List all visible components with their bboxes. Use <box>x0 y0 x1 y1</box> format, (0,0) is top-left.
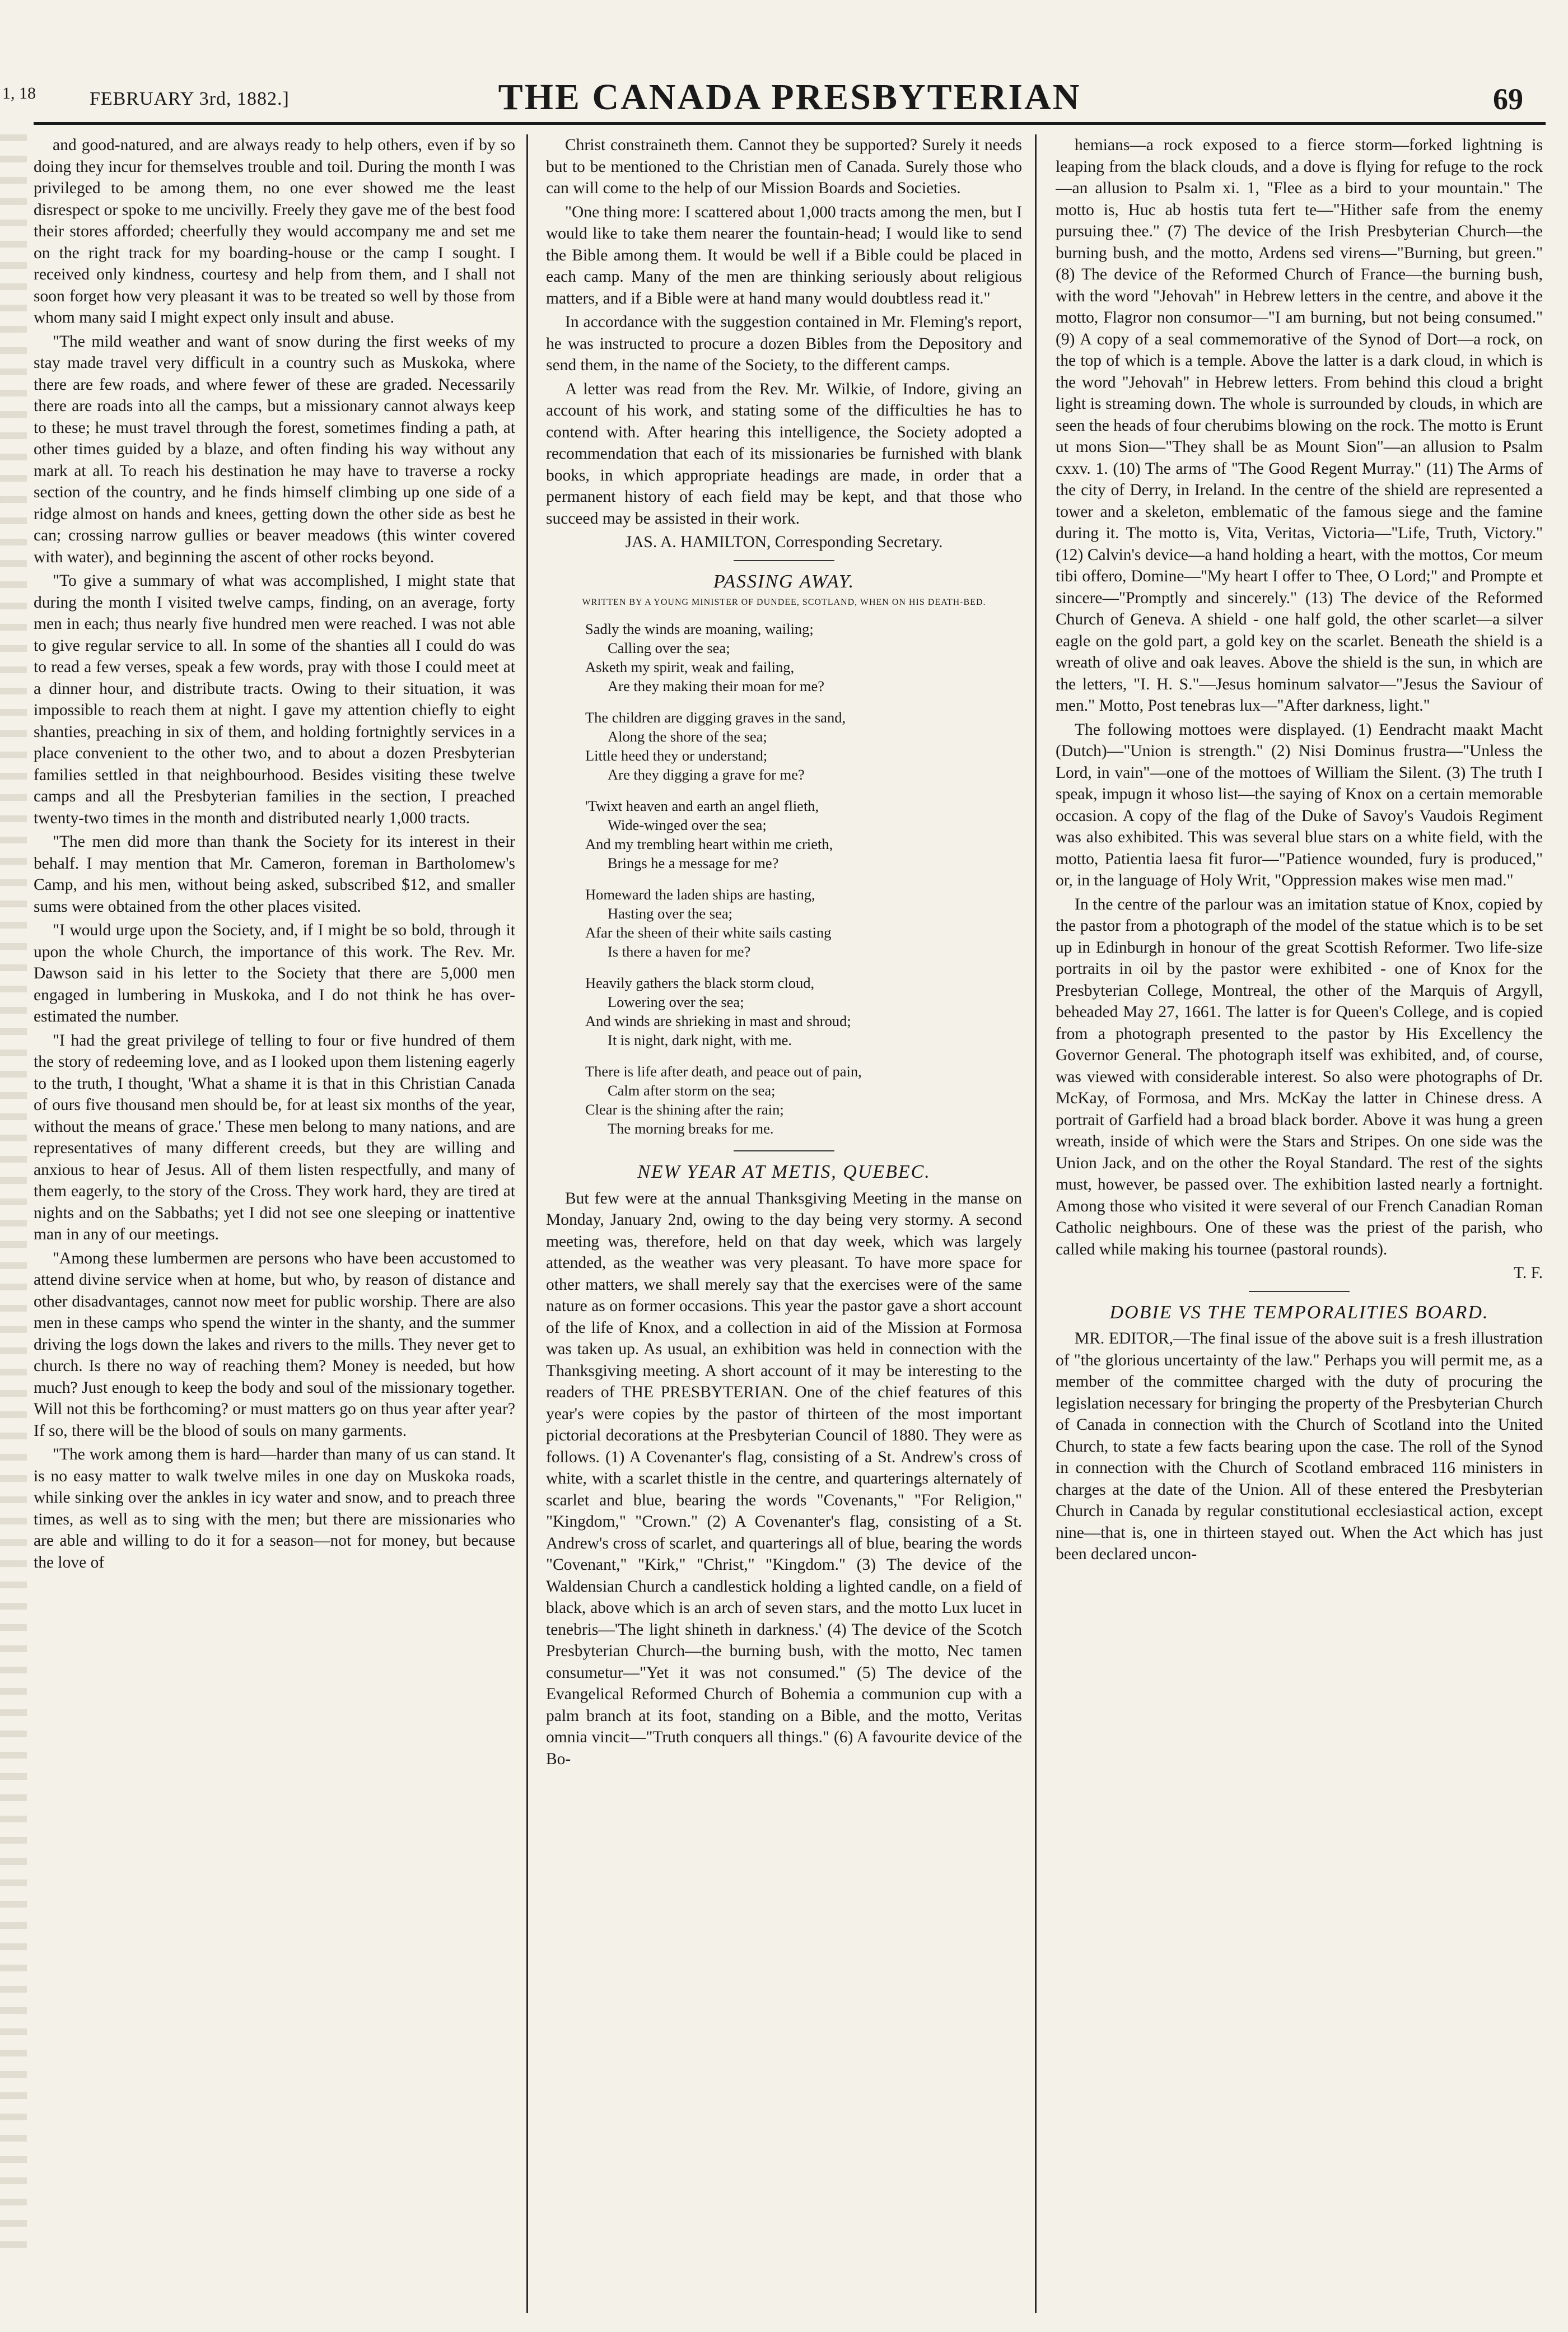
poem-stanza <box>585 885 1022 961</box>
poem-stanza <box>585 708 1022 784</box>
poem-line: Wide-winged over the sea; <box>608 817 767 833</box>
poem-line: And my trembling heart within me crieth, <box>585 836 833 852</box>
poem-line: Lowering over the sea; <box>608 994 744 1010</box>
column-rule <box>1035 134 1037 2313</box>
paragraph: "The mild weather and want of snow during the first weeks of my stay made travel very difficult in a country such as Muskoka, where there are few roads, and where fewer of these are graded. Necessarily there are roads into all the camps, but a missionary cannot always keep to these; he must travel through the forest, sometimes finding a path, at other times guided by a blaze, and often finding his way without any mark at all. To reach his destination he may have to traverse a rocky section of the country, and he finds himself climbing up one side of a ridge almost on hands and knees, getting down the other side as best he can; crossing narrow gullies or beaver meadows (this winter covered with water), and beginning the ascent of other rocks beyond. <box>34 332 515 566</box>
poem-line: Calling over the sea; <box>608 640 730 656</box>
poem-byline: WRITTEN BY A YOUNG MINISTER OF DUNDEE, SCOTLAND, WHEN ON HIS DEATH-BED. <box>582 598 986 607</box>
poem-line: Clear is the shining after the rain; <box>585 1101 784 1118</box>
column-2 <box>546 134 1022 2319</box>
column-rule <box>526 134 528 2313</box>
poem-stanza <box>585 1062 1022 1138</box>
poem-line: Hasting over the sea; <box>608 905 732 922</box>
newspaper-title: THE CANADA PRESBYTERIAN <box>498 77 1081 118</box>
poem-title: PASSING AWAY. <box>713 571 855 592</box>
paragraph: Christ constraineth them. Cannot they be supported? Surely it needs but to be mentioned to the Christian men of Canada. Surely those who can will come to the help of our Mission Boards and Societies. <box>546 136 1022 197</box>
paragraph: "I would urge upon the Society, and, if I might be so bold, through it upon the whole Church, the importance of this work. The Rev. Mr. Dawson said in his letter to the Society that there are 5,000 men engaged in lumbering in Muskoka, and I do not think he has over-estimated the number. <box>34 921 515 1025</box>
poem-line: It is night, dark night, with me. <box>608 1032 792 1048</box>
paragraph: and good-natured, and are always ready to help others, even if by so doing they incur for themselves trouble and toil. During the month I was privileged to be among them, no one ever showed me the least disrespect or spoke to me uncivilly. Freely they gave me of the best food their stores afforded; cheerfully they would accompany me and set me on the right track for my boarding-house or the camp I sought. I received only kindness, courtesy and help from them, and I shall not soon forget how very pleasant it was to be treated so well by those from whom many said I might expect only insult and abuse. <box>34 136 515 327</box>
paragraph: hemians—a rock exposed to a fierce storm—forked lightning is leaping from the black clouds, and a dove is flying for refuge to the rock—an allusion to Psalm xi. 1, "Flee as a bird to your mountain." The motto is, Huc ab hostis tuta fert te—"Hither safe from the enemy pursuing thee." (7) The device of the Irish Presbyterian Church—the burning bush, and the motto, Ardens sed virens—"Burning, but green." (8) The device of the Reformed Church of France—the burning bush, with the word "Jehovah" in Hebrew letters in the centre, and above it the motto, Flagror non consumor—"I am burning, but not being consumed." (9) A copy of a seal commemorative of the Synod of Dort—a rock, on the top of which is a temple. Above the latter is a dark cloud, in which is the word "Jehovah" in Hebrew letters. From behind this cloud a bright light is streaming down. The whole is surrounded by clouds, in which are seen the heads of four cherubims blowing on the rock. The motto is Erunt ut mons Sion—"They shall be as Mount Sion"—an allusion to Psalm cxxv. 1. (10) The arms of "The Good Regent Murray." (11) The Arms of the city of Derry, in Ireland. In the centre of the shield are represented a tower and a skeleton, emblematic of the famous siege and the famine during it. The motto is, Vita, Veritas, Victoria—"Life, Truth, Victory." (12) Calvin's device—a hand holding a heart, with the mottos, Cor meum tibi offero, Domine—"My heart I offer to Thee, O Lord;" and Prompte et sincere—"Promptly and sincerely." (13) The device of the Reformed Church of Geneva. A shield - one half gold, the other scarlet—a silver eagle on the gold part, a gold key on the scarlet. Beneath the shield is a wreath of olive and oak leaves. Above the shield is the sun, in which are the letters, "I. H. S."—Jesus hominum salvator—"Jesus the Saviour of men." Motto, Post tenebras lux—"After darkness, light." <box>1056 136 1543 715</box>
column-3 <box>1056 134 1543 2319</box>
paragraph: MR. EDITOR,—The final issue of the above suit is a fresh illustration of "the glorious uncertainty of the law." Perhaps you will permit me, as a member of the committee charged with the duty of procuring the legislation necessary for bringing the property of the Presbyterian Church of Canada in connection with the Church of Scotland into the United Church, to state a few facts bearing upon the case. The roll of the Synod in connection with the Church of Scotland embraced 116 ministers in charges at the date of the Union. All of these entered the Presbyterian Church in Canada by regular constitutional ecclesiastical action, except nine—that is, one in thirteen stayed out. When the Act which has just been declared uncon- <box>1056 1330 1543 1563</box>
poem-line: Along the shore of the sea; <box>608 728 767 745</box>
column-1 <box>34 134 515 2319</box>
paragraph: But few were at the annual Thanksgiving Meeting in the manse on Monday, January 2nd, owing to the day being very stormy. A second meeting was, therefore, held on that day week, which was largely attended, as the weather was very pleasant. To have more space for other matters, we shall merely say that the exercises were of the same nature as on former occasions. This year the pastor gave a short account of the life of Knox, and a collection in aid of the Mission at Formosa was taken up. As usual, an exhibition was held in connection with the Thanksgiving meeting. A short account of it may be interesting to the readers of THE PRESBYTERIAN. One of the chief features of this year's were copies by the pastor of thirteen of the most important pictorial decorations at the Presbyterian Council of 1880. They were as follows. (1) A Covenanter's flag, consisting of a St. Andrew's cross of white, with a scarlet thistle in the centre, and quarterings alternately of scarlet and blue, bearing the words "Covenants," "For Religion," "Kingdom," "Crown." (2) A Covenanter's flag, consisting of a St. Andrew's cross of scarlet, and quarterings all of blue, bearing the words "Covenant," "Kirk," "Christ," "Kingdom." (3) The device of the Waldensian Church a candlestick holding a lighted candle, on a field of black, above which is an arch of seven stars, and the motto Lux lucet in tenebris—'The light shineth in darkness.' (4) The device of the Scotch Presbyterian Church—the burning bush, with the motto, Nec tamen consumetur—"Yet it was not consumed." (5) The device of the Evangelical Reformed Church of Bohemia a communion cup with a palm branch at its foot, standing on a Bible, and the motto, Veritas omnia vincit—"Truth conquers all things." (6) A favourite device of the Bo- <box>546 1189 1022 1768</box>
page-number: 69 <box>1493 82 1523 116</box>
signature: JAS. A. HAMILTON, Corresponding Secretary. <box>625 533 943 551</box>
section-divider <box>734 560 834 561</box>
signature: T. F. <box>1514 1264 1543 1282</box>
paragraph: In the centre of the parlour was an imitation statue of Knox, copied by the pastor from a photograph of the model of the statue which is to be set up in Edinburgh in honour of the great Scottish Reformer. Two life-size portraits in oil by the pastor were exhibited - one of Knox for the Presbyterian College, Montreal, the other of the Marquis of Argyll, beheaded May 27, 1661. The latter is for Queen's College, and is copied from a photograph presented to the pastor by His Excellency the Governor General. The photograph itself was exhibited, and, of course, was viewed with considerable interest. So also were photographs of Dr. McKay, of Formosa, and Mrs. McKay the latter in Chinese dress. A portrait of Garfield had a broad black border. Above it was hung a green wreath, inside of which were the Stars and Stripes. On one side was the Union Jack, and on the other the Royal Standard. The rest of the sights must, however, be passed over. The exhibition lasted nearly a fortnight. Among those who visited it were several of our French Canadian Roman Catholic neighbours. One of these was the priest of the parish, who called while making his tournee (pastoral rounds). <box>1056 895 1543 1258</box>
paragraph: A letter was read from the Rev. Mr. Wilkie, of Indore, giving an account of his work, and stating some of the difficulties he has to contend with. After hearing this intelligence, the Society adopted a recommendation that each of its missionaries be furnished with blank books, in which appropriate headings are made, in order that a permanent history of each field may be kept, and that those who succeed may be assisted in their work. <box>546 380 1022 528</box>
paragraph: "To give a summary of what was accomplished, I might state that during the month I visited twelve camps, finding, on an average, forty men in each; thus nearly five hundred men were reached. I was not able to give regular service to all. In some of the shanties all I could do was to read a few verses, speak a few words, pray with those I could meet at a dinner hour, and distribute tracts. Owing to their situation, it was impossible to reach them at night. I gave my attention chiefly to eight shanties, preaching in six of them, and holding fortnightly services in a place convenient to the other two, and to about a dozen Presbyterian families settled in that neighbourhood. Besides visiting these twelve camps and all the Presbyterian families in the section, I preached twenty-two times in the month and distributed nearly 1,000 tracts. <box>34 572 515 827</box>
poem-line: Is there a haven for me? <box>608 943 751 960</box>
poem-line: Brings he a message for me? <box>608 855 779 871</box>
poem-line: Sadly the winds are moaning, wailing; <box>585 621 814 637</box>
paragraph: "The work among them is hard—harder than many of us can stand. It is no easy matter to walk twelve miles in one day on Muskoka roads, while sinking over the ankles in icy water and snow, and to preach three times, as well as to sing with the men; but there are missionaries who are able and willing to do it for a season—not for money, but because the love of <box>34 1445 515 1571</box>
section-divider <box>734 1150 834 1151</box>
poem-line: Asketh my spirit, weak and failing, <box>585 659 795 675</box>
paragraph: "Among these lumbermen are persons who have been accustomed to attend divine service when at home, but who, by reason of distance and other disadvantages, cannot now meet for public worship. There are also men in these camps who spend the winter in the shanty, and the summer driving the logs down the lakes and rivers to the mills. They never get to church. Is there no way of reaching them? Money is needed, but how much? Just enough to keep the body and soul of the missionary together. Will not this be forthcoming? or must matters go on thus year after year? If so, there will be the blood of souls on many garments. <box>34 1249 515 1440</box>
poem-line: Are they digging a grave for me? <box>608 766 805 783</box>
adjacent-page-edge <box>0 134 27 2263</box>
section-divider <box>1249 1291 1350 1292</box>
poem-line: Afar the sheen of their white sails casting <box>585 924 832 941</box>
poem-stanza <box>585 973 1022 1050</box>
paragraph: "The men did more than thank the Society for its interest in their behalf. I may mention that Mr. Cameron, foreman in Bartholomew's Camp, and his men, without being asked, subscribed $12, and smaller sums were obtained from the other places visited. <box>34 833 515 916</box>
poem-line: Are they making their moan for me? <box>608 678 825 694</box>
poem-line: There is life after death, and peace out of pain, <box>585 1063 862 1080</box>
paragraph: In accordance with the suggestion contained in Mr. Fleming's report, he was instructed to procure a dozen Bibles from the Depository and send them, in the name of the Society, to the different camps. <box>546 313 1022 374</box>
paragraph: The following mottoes were displayed. (1) Eendracht maakt Macht (Dutch)—"Union is strength." (2) Nisi Dominus frustra—"Unless the Lord, in vain"—one of the mottoes of William the Silent. (3) The truth I speak, impugn it whoso list—the saying of Knox on a certain memorable occasion. A copy of the flag of the Duke of Savoy's Vaudois Regiment was also exhibited. This was several blue stars on a white field, with the motto, Patientia laesa fit furor—"Patience wounded, fury is produced," or, in the language of Holy Writ, "Oppression makes wise men mad." <box>1056 720 1543 889</box>
poem-line: The morning breaks for me. <box>608 1120 774 1137</box>
poem-line: Heavily gathers the black storm cloud, <box>585 974 815 991</box>
paragraph: "One thing more: I scattered about 1,000 tracts among the men, but I would like to take them nearer the fountain-head; I would like to send the Bible among them. It would be well if a Bible could be placed in each camp. Many of the men are thinking seriously about religious matters, and if a Bible were at hand many would doubtless read it." <box>546 203 1022 307</box>
poem-line: 'Twixt heaven and earth an angel flieth, <box>585 797 819 814</box>
poem-line: And winds are shrieking in mast and shroud; <box>585 1013 851 1029</box>
poem-line: Homeward the laden ships are hasting, <box>585 886 815 903</box>
adjacent-page-fragment: 1, 18 <box>2 84 36 102</box>
article-title: DOBIE VS THE TEMPORALITIES BOARD. <box>1109 1302 1489 1323</box>
poem-stanza <box>585 619 1022 696</box>
paragraph: "I had the great privilege of telling to four or five hundred of them the story of redeeming love, and as I looked upon them listening eagerly to the truth, I thought, 'What a shame it is that in this Christian Canada of ours five thousand men should be, for at least six months of the year, without the means of grace.' These men belong to many nations, and are representatives of many different creeds, but they are willing and anxious to hear of Jesus. All of them listen respectfully, and many of them eagerly, to the story of the Cross. They work hard, they are tired at nights and on the Sabbaths; yet I did not see one sleeping or inattentive man in any of our meetings. <box>34 1031 515 1243</box>
masthead <box>34 66 1546 125</box>
article-title: NEW YEAR AT METIS, QUEBEC. <box>637 1162 931 1182</box>
poem-line: Little heed they or understand; <box>585 747 768 764</box>
poem-line: Calm after storm on the sea; <box>608 1082 776 1099</box>
poem-line: The children are digging graves in the sand, <box>585 709 846 726</box>
issue-date: FEBRUARY 3rd, 1882.] <box>90 88 290 109</box>
poem-stanza <box>585 796 1022 873</box>
